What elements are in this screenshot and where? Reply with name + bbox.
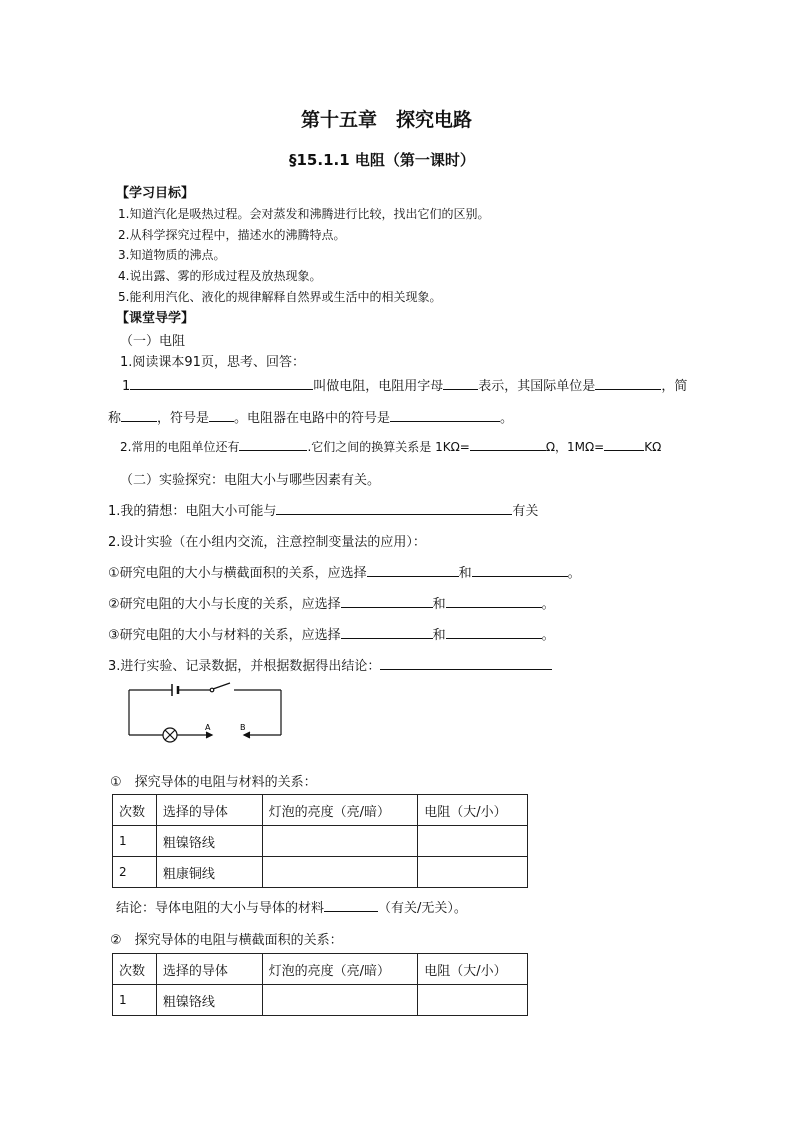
choice-material: ③研究电阻的大小与材料的关系，应选择 和 。 — [108, 628, 555, 643]
circuit-diagram — [126, 680, 286, 745]
blank-circuit-symbol[interactable] — [390, 409, 500, 422]
choice-length: ②研究电阻的大小与长度的关系，应选择 和 。 — [108, 597, 555, 612]
blank-mohm[interactable] — [604, 438, 644, 451]
choice-cross-section: ①研究电阻的大小与横截面积的关系，应选择 和 。 — [108, 566, 581, 581]
table-header-row — [113, 795, 528, 826]
question-1: 1.阅读课本91页，思考、回答： — [120, 355, 305, 370]
table-row — [113, 985, 528, 1016]
terminal-b-label: B — [240, 723, 246, 732]
blank-letter[interactable] — [443, 377, 478, 390]
header-cell: 灯泡的亮度（亮/暗） — [262, 954, 418, 985]
table2-caption: ② 探究导体的电阻与横截面积的关系： — [110, 933, 343, 948]
header-cell: 灯泡的亮度（亮/暗） — [262, 795, 418, 826]
blank-symbol[interactable] — [209, 409, 234, 422]
switch-lever — [213, 683, 230, 689]
table-header-row — [113, 954, 528, 985]
brightness-cell[interactable] — [262, 857, 418, 888]
fill-line-3: 2.常用的电阻单位还有 .它们之间的换算关系是 1KΩ= Ω，1MΩ= KΩ — [120, 440, 662, 454]
blank-choice-a[interactable] — [367, 564, 459, 577]
resistance-cell[interactable] — [418, 857, 528, 888]
blank-kohm[interactable] — [470, 438, 546, 451]
header-cell: 选择的导体 — [156, 795, 262, 826]
blank-guess[interactable] — [276, 502, 512, 515]
header-cell: 次数 — [113, 954, 157, 985]
row-number: 1 — [113, 826, 157, 857]
conclusion-line: 结论：导体电阻的大小与导体的材料 （有关/无关）。 — [116, 901, 467, 916]
cross-section-table — [112, 953, 528, 1016]
terminal-a-label: A — [205, 723, 211, 732]
step-3: 3.进行实验、记录数据，并根据数据得出结论： — [108, 655, 552, 674]
row-number: 2 — [113, 857, 157, 888]
blank-other-units[interactable] — [239, 438, 307, 451]
objective-item: 4.说出露、雾的形成过程及放热现象。 — [118, 269, 322, 283]
part1-heading: （一）电阻 — [120, 334, 186, 349]
header-cell: 选择的导体 — [156, 954, 262, 985]
row-number: 1 — [113, 985, 157, 1016]
blank-related[interactable] — [324, 899, 378, 912]
blank-choice-b[interactable] — [446, 626, 542, 639]
header-cell: 电阻（大/小） — [418, 795, 528, 826]
objectives-heading: 【学习目标】 — [116, 186, 195, 201]
part2-heading: （二）实验探究：电阻大小与哪些因素有关。 — [120, 473, 381, 488]
blank-choice-b[interactable] — [446, 595, 542, 608]
conductor-cell: 粗镍铬线 — [156, 985, 262, 1016]
table-row — [113, 826, 528, 857]
page-title: 第十五章 探究电路 — [301, 109, 473, 131]
brightness-cell[interactable] — [262, 826, 418, 857]
guide-heading: 【课堂导学】 — [116, 311, 195, 326]
blank-choice-a[interactable] — [341, 595, 433, 608]
step-2: 2.设计实验（在小组内交流，注意控制变量法的应用）： — [108, 535, 426, 550]
table-row — [113, 857, 528, 888]
brightness-cell[interactable] — [262, 985, 418, 1016]
resistance-cell[interactable] — [418, 826, 528, 857]
objective-item: 3.知道物质的沸点。 — [118, 248, 226, 262]
blank-unit[interactable] — [595, 377, 661, 390]
blank-choice-a[interactable] — [341, 626, 433, 639]
table1-caption: ① 探究导体的电阻与材料的关系： — [110, 775, 317, 790]
objective-item: 1.知道汽化是吸热过程。会对蒸发和沸腾进行比较，找出它们的区别。 — [118, 207, 490, 221]
resistance-cell[interactable] — [418, 985, 528, 1016]
materials-table — [112, 794, 528, 888]
conductor-cell: 粗镍铬线 — [156, 826, 262, 857]
blank-choice-b[interactable] — [472, 564, 568, 577]
step-1: 1.我的猜想：电阻大小可能与 有关 — [108, 504, 539, 519]
objective-item: 2.从科学探究过程中，描述水的沸腾特点。 — [118, 228, 346, 242]
blank-definition[interactable] — [130, 377, 313, 390]
fill-line-2: 称 ，符号是 。电阻器在电路中的符号是 。 — [108, 411, 514, 426]
blank-abbrev[interactable] — [121, 409, 157, 422]
fill-line-1: 1 叫做电阻，电阻用字母 表示，其国际单位是 ，简 — [122, 379, 688, 394]
conductor-cell: 粗康铜线 — [156, 857, 262, 888]
header-cell: 次数 — [113, 795, 157, 826]
blank-conclusion[interactable] — [380, 657, 552, 670]
lesson-subtitle: §15.1.1 电阻（第一课时） — [289, 151, 475, 169]
objective-item: 5.能利用汽化、液化的规律解释自然界或生活中的相关现象。 — [118, 290, 442, 304]
header-cell: 电阻（大/小） — [418, 954, 528, 985]
